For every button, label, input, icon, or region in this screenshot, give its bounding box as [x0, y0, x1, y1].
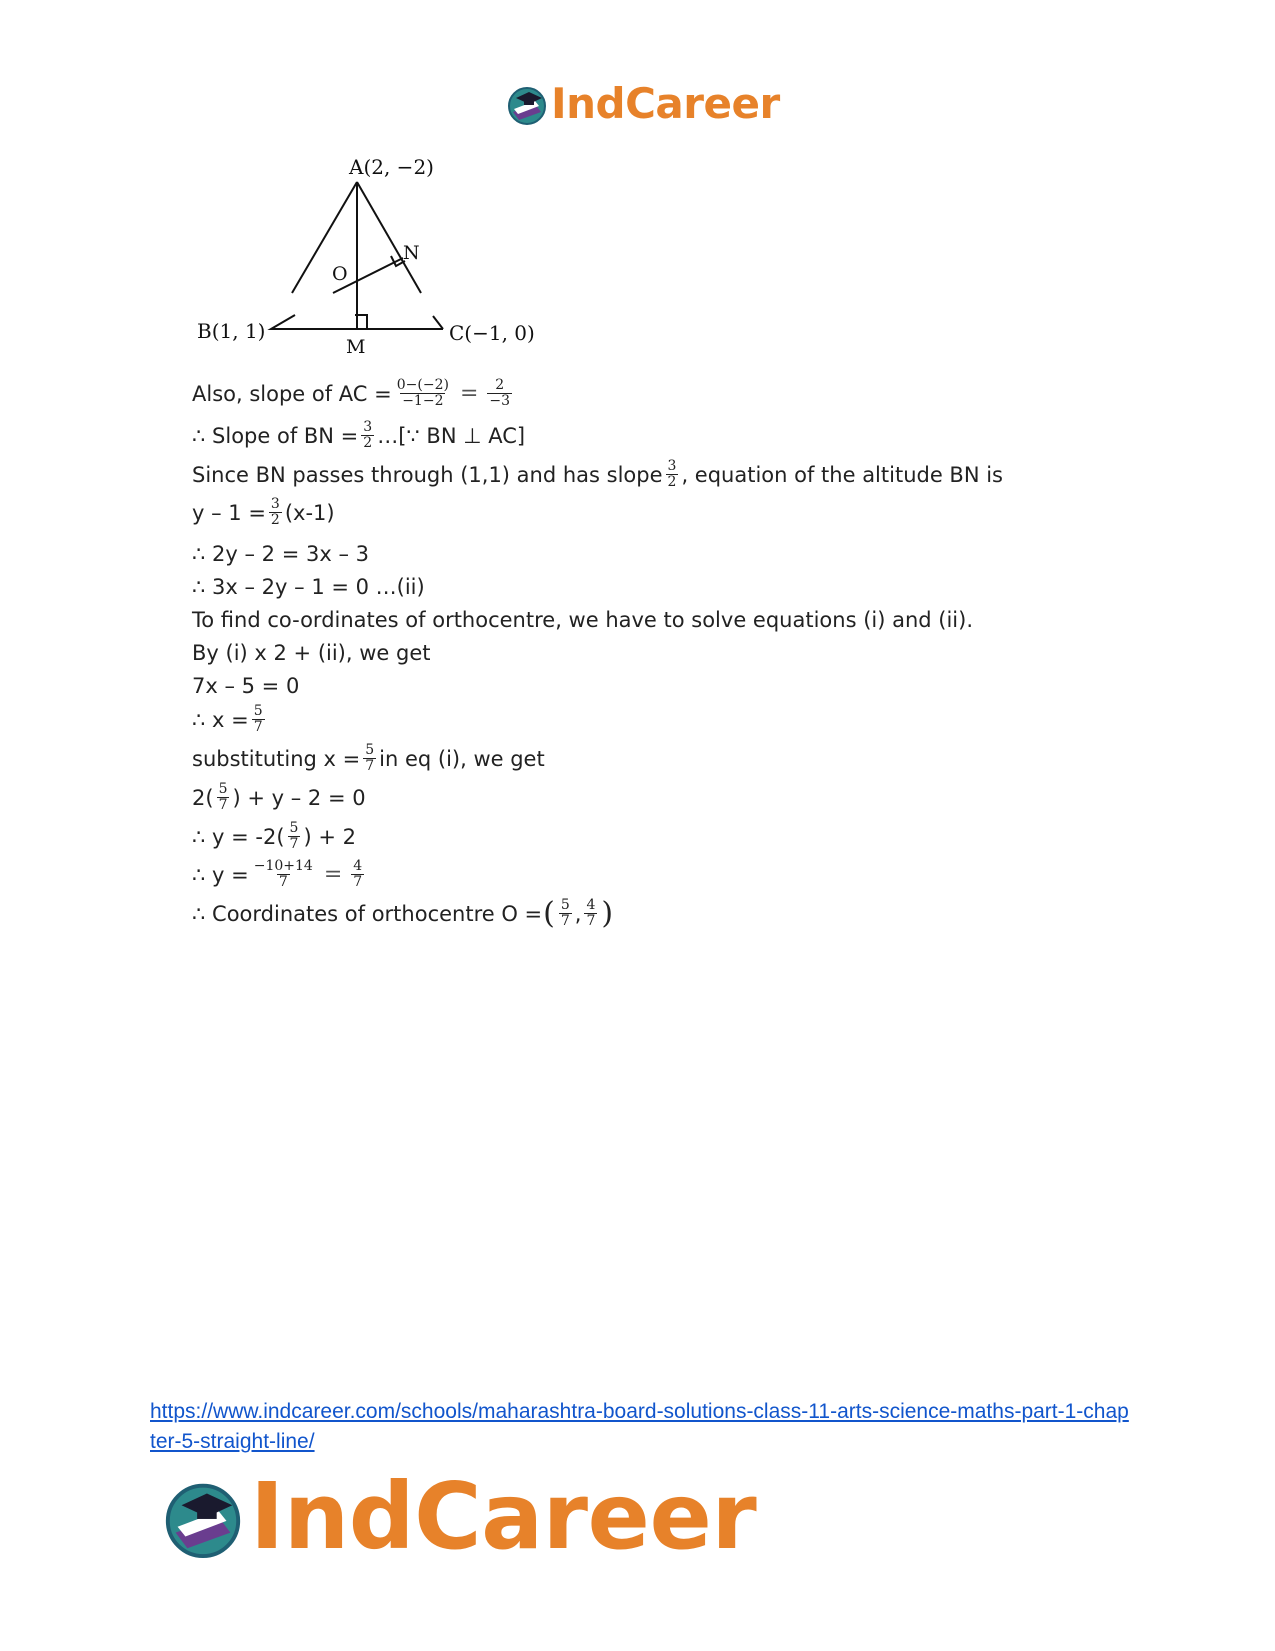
solution-line-10: ∴ x = $\frac{5}{7}$ — [192, 703, 263, 735]
graduation-cap-icon — [505, 82, 549, 126]
fraction: $\frac{5}{7}$ — [253, 703, 263, 735]
solution-line-3: Since BN passes through (1,1) and has slope $\frac{3}{2}$ , equation of the altitude BN is — [192, 458, 1003, 490]
label-o: O — [332, 263, 348, 285]
solution-line-13: ∴ y = -2( $\frac{5}{7}$ ) + 2 — [192, 820, 356, 852]
fraction: $\frac{-10+14}{7}$ — [253, 858, 313, 890]
graduation-cap-icon — [160, 1474, 246, 1560]
label-m: M — [346, 336, 366, 358]
fraction: $\frac{2}{-3}$ — [489, 377, 511, 409]
source-link[interactable]: https://www.indcareer.com/schools/maharashtra-board-solutions-class-11-arts-science-maths-part-1-chapter-5-straight-line/ — [150, 1400, 1129, 1453]
label-n: N — [403, 242, 420, 264]
fraction: $\frac{4}{7}$ — [353, 858, 363, 890]
solution-line-2: ∴ Slope of BN = $\frac{3}{2}$ …[∵ BN ⊥ AC] — [192, 419, 526, 451]
solution-line-14: ∴ y = $\frac{-10+14}{7}$ = $\frac{4}{7}$ — [192, 858, 363, 890]
solution-line-15: ∴ Coordinates of orthocentre O = ( $\frac{5}{7}$ , $\frac{4}{7}$ ) — [192, 895, 614, 931]
fraction: $\frac{3}{2}$ — [363, 419, 373, 451]
label-c: C(−1, 0) — [449, 321, 535, 345]
arrow-c — [433, 316, 443, 329]
solution-line-11: substituting x = $\frac{5}{7}$ in eq (i), we get — [192, 742, 545, 774]
fraction: $\frac{3}{2}$ — [270, 496, 280, 528]
fraction: $\frac{4}{7}$ — [586, 897, 596, 929]
solution-line-12: 2( $\frac{5}{7}$ ) + y – 2 = 0 — [192, 781, 366, 813]
fraction: $\frac{5}{7}$ — [365, 742, 375, 774]
solution-line-8: By (i) x 2 + (ii), we get — [192, 641, 431, 665]
fraction: $\frac{5}{7}$ — [289, 820, 299, 852]
solution-line-6: ∴ 3x – 2y – 1 = 0 …(ii) — [192, 575, 425, 599]
label-a: A(2, −2) — [349, 155, 434, 179]
fraction: $\frac{3}{2}$ — [667, 458, 677, 490]
solution-line-1: Also, slope of AC = $\frac{0-(-2)}{-1-2}$ = $\frac{2}{-3}$ — [192, 377, 511, 409]
triangle-diagram — [195, 150, 575, 380]
header-logo — [505, 78, 780, 130]
arrow-b — [271, 315, 295, 329]
fraction: $\frac{0-(-2)}{-1-2}$ — [396, 377, 449, 409]
fraction: $\frac{5}{7}$ — [560, 897, 570, 929]
logo-wordmark: IndCareer — [250, 1463, 757, 1570]
solution-line-9: 7x – 5 = 0 — [192, 674, 300, 698]
fraction: $\frac{5}{7}$ — [218, 781, 228, 813]
footer-logo — [160, 1462, 756, 1572]
solution-line-4: y – 1 = $\frac{3}{2}$ (x-1) — [192, 496, 335, 528]
solution-line-5: ∴ 2y – 2 = 3x – 3 — [192, 542, 369, 566]
solution-line-7: To find co-ordinates of orthocentre, we have to solve equations (i) and (ii). — [192, 608, 973, 632]
logo-wordmark: IndCareer — [551, 79, 780, 128]
label-b: B(1, 1) — [197, 319, 266, 343]
